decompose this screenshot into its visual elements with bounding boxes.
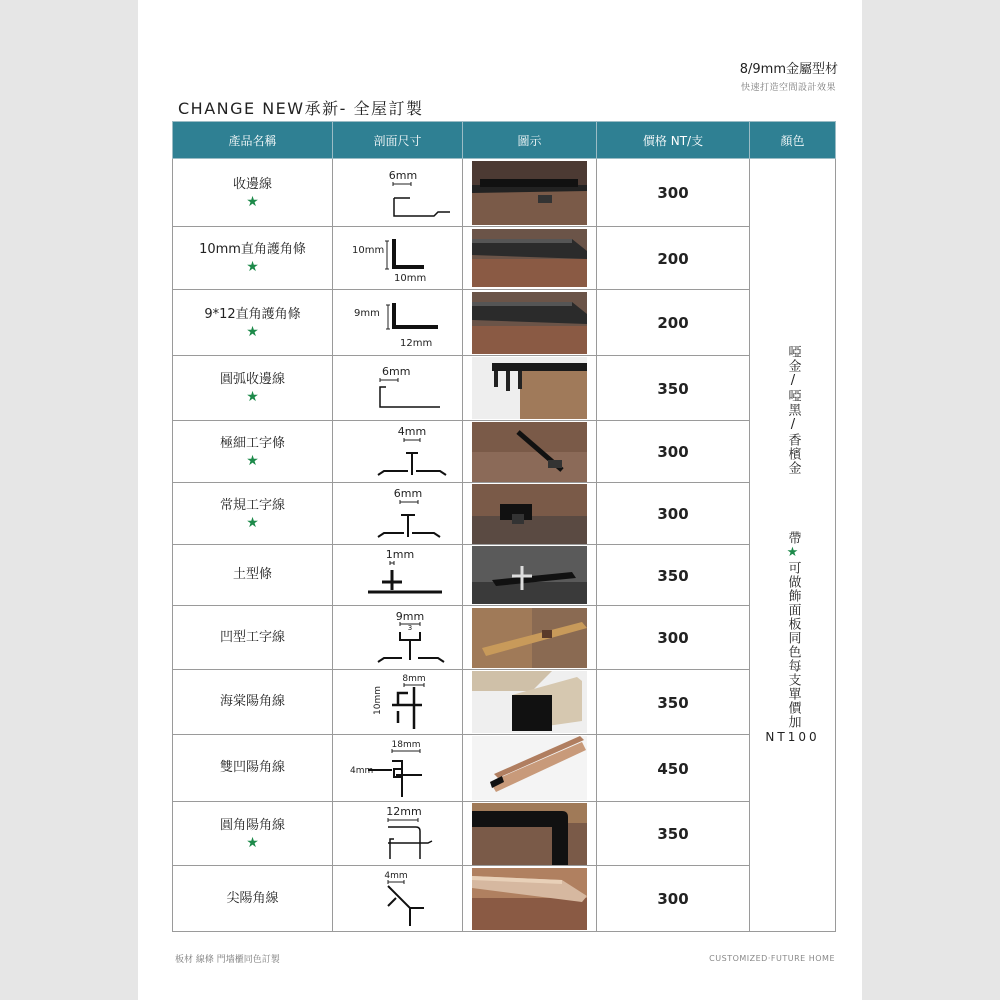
photo-cell [463,670,597,735]
product-name-cell [173,159,333,227]
star-icon: ★ [246,452,259,469]
profile-cell [333,735,463,802]
product-photo [472,422,587,482]
note-text: 可做飾面板同色每支單價加 [785,561,801,729]
price: 450 [657,759,689,778]
product-name-cell [173,866,333,932]
product-name-cell [173,483,333,545]
product-name-cell [173,545,333,606]
table-row [173,290,836,356]
profile-cell [333,802,463,866]
price-cell [597,421,750,483]
dimension-label: 12mm [399,337,432,349]
photo-cell [463,735,597,802]
document-title: CHANGE NEW承新- 全屋訂製 [178,99,424,118]
product-name: 10mm直角護角條 [199,242,306,257]
profile-drawing [338,162,458,224]
product-name: 凹型工字線 [219,629,285,645]
product-name-cell [173,606,333,670]
dimension-label: 10mm [393,273,426,284]
table-row [173,866,836,932]
header-subtitle: 快速打造空間設計效果 [740,83,836,93]
dimension-label: 8mm [401,674,426,684]
column-header: 剖面尺寸 [333,122,463,159]
product-photo [472,292,587,354]
profile-cell [333,483,463,545]
product-photo [472,229,587,287]
table-row [173,356,836,421]
profile-drawing [338,546,458,604]
star-icon: ★ [246,323,259,340]
price-cell [597,545,750,606]
product-name-cell [173,802,333,866]
table-row [173,159,836,227]
product-name: 極細工字條 [219,435,285,451]
price: 350 [657,693,689,712]
product-photo [472,484,587,544]
product-name-cell [173,227,333,290]
table-row [173,483,836,545]
profile-cell [333,670,463,735]
product-photo [472,803,587,865]
price-cell [597,802,750,866]
price-cell [597,483,750,545]
photo-cell [463,227,597,290]
profile-cell [333,227,463,290]
product-photo [472,671,587,733]
product-photo [472,868,587,930]
color-cell [750,159,836,932]
star-icon: ★ [246,389,259,405]
photo-cell [463,866,597,932]
price-cell [597,356,750,421]
product-name: 海棠陽角線 [219,694,285,709]
surcharge: NT100 [765,730,820,744]
product-name: 圓弧收邊線 [219,372,285,387]
dimension-label: 4mm [397,424,426,438]
photo-cell [463,356,597,421]
product-name: 圓角陽角線 [219,817,285,833]
color-options: 啞金/啞黑/香檳金 [785,345,801,475]
price: 300 [657,184,689,202]
product-name: 雙凹陽角線 [219,760,285,775]
star-icon: ★ [246,514,259,531]
product-name-cell [173,290,333,356]
product-photo [472,161,587,225]
column-header: 顏色 [750,122,836,159]
profile-drawing [338,608,458,668]
price: 300 [657,890,689,908]
price-cell [597,670,750,735]
profile-cell [333,866,463,932]
price-cell [597,735,750,802]
product-name-cell [173,356,333,421]
photo-cell [463,606,597,670]
price: 300 [657,629,689,647]
dimension-label: 9mm [395,609,424,623]
price-cell [597,290,750,356]
dimension-label: 1mm [385,548,414,561]
dimension-label: 6mm [381,365,410,378]
price-cell [597,227,750,290]
price-cell [597,866,750,932]
profile-drawing [338,485,458,543]
table-row [173,670,836,735]
table-row [173,227,836,290]
photo-cell [463,802,597,866]
price-cell [597,159,750,227]
dimension-label: 9mm [353,307,380,319]
dimension-label: 10mm [351,245,384,256]
star-icon: ★ [786,545,799,560]
column-header: 產品名稱 [173,122,333,159]
table-row [173,421,836,483]
dimension-label: 6mm [388,168,417,182]
product-name-cell [173,735,333,802]
price: 350 [657,566,689,585]
profile-cell [333,356,463,421]
profile-drawing [338,671,458,733]
profile-cell [333,421,463,483]
profile-drawing [338,803,458,865]
star-icon: ★ [246,834,259,851]
dimension-label: 3 [407,623,412,632]
price: 200 [657,249,689,268]
dimension-label: 10mm [372,686,383,715]
photo-cell [463,545,597,606]
dimension-label: 18mm [391,740,420,750]
product-photo [472,357,587,419]
star-icon: ★ [246,259,259,275]
product-name: 尖陽角線 [226,890,279,906]
dimension-label: 4mm [349,766,373,776]
note-lead: 帶 [785,531,801,545]
column-header: 圖示 [463,122,597,159]
product-name: 常規工字線 [219,497,285,513]
color-note [750,345,835,745]
catalog-page [138,0,862,1000]
product-photo [472,608,587,668]
price: 300 [657,443,689,461]
profile-drawing [338,359,458,417]
photo-cell [463,421,597,483]
profile-drawing [338,229,458,287]
profile-drawing [338,423,458,481]
profile-cell [333,290,463,356]
product-name: 9*12直角護角條 [204,306,301,322]
header-title: 8/9mm金屬型材 [739,62,838,77]
dimension-label: 4mm [383,870,408,881]
star-icon: ★ [246,193,259,210]
price: 300 [657,505,689,523]
price-table [172,121,836,932]
product-photo [472,546,587,604]
price: 350 [657,379,689,398]
profile-cell [333,545,463,606]
profile-drawing [338,737,458,799]
column-header: 價格 NT/支 [597,122,750,159]
table-row [173,802,836,866]
product-photo [472,736,587,800]
profile-cell [333,159,463,227]
price-cell [597,606,750,670]
profile-drawing [338,293,458,353]
table-header-row [173,122,836,159]
footer-right: CUSTOMIZED·FUTURE HOME [709,954,835,963]
dimension-label: 6mm [393,486,422,500]
table-row [173,735,836,802]
photo-cell [463,290,597,356]
dimension-label: 12mm [385,804,422,818]
price: 200 [657,314,689,332]
product-name-cell [173,670,333,735]
footer-left: 板材 線條 門墻櫃同色訂製 [175,955,280,965]
photo-cell [463,483,597,545]
profile-drawing [338,868,458,930]
product-name: 土型條 [232,567,272,582]
product-name: 收邊線 [232,176,272,192]
photo-cell [463,159,597,227]
table-row [173,545,836,606]
profile-cell [333,606,463,670]
price: 350 [657,825,689,843]
table-row [173,606,836,670]
product-name-cell [173,421,333,483]
